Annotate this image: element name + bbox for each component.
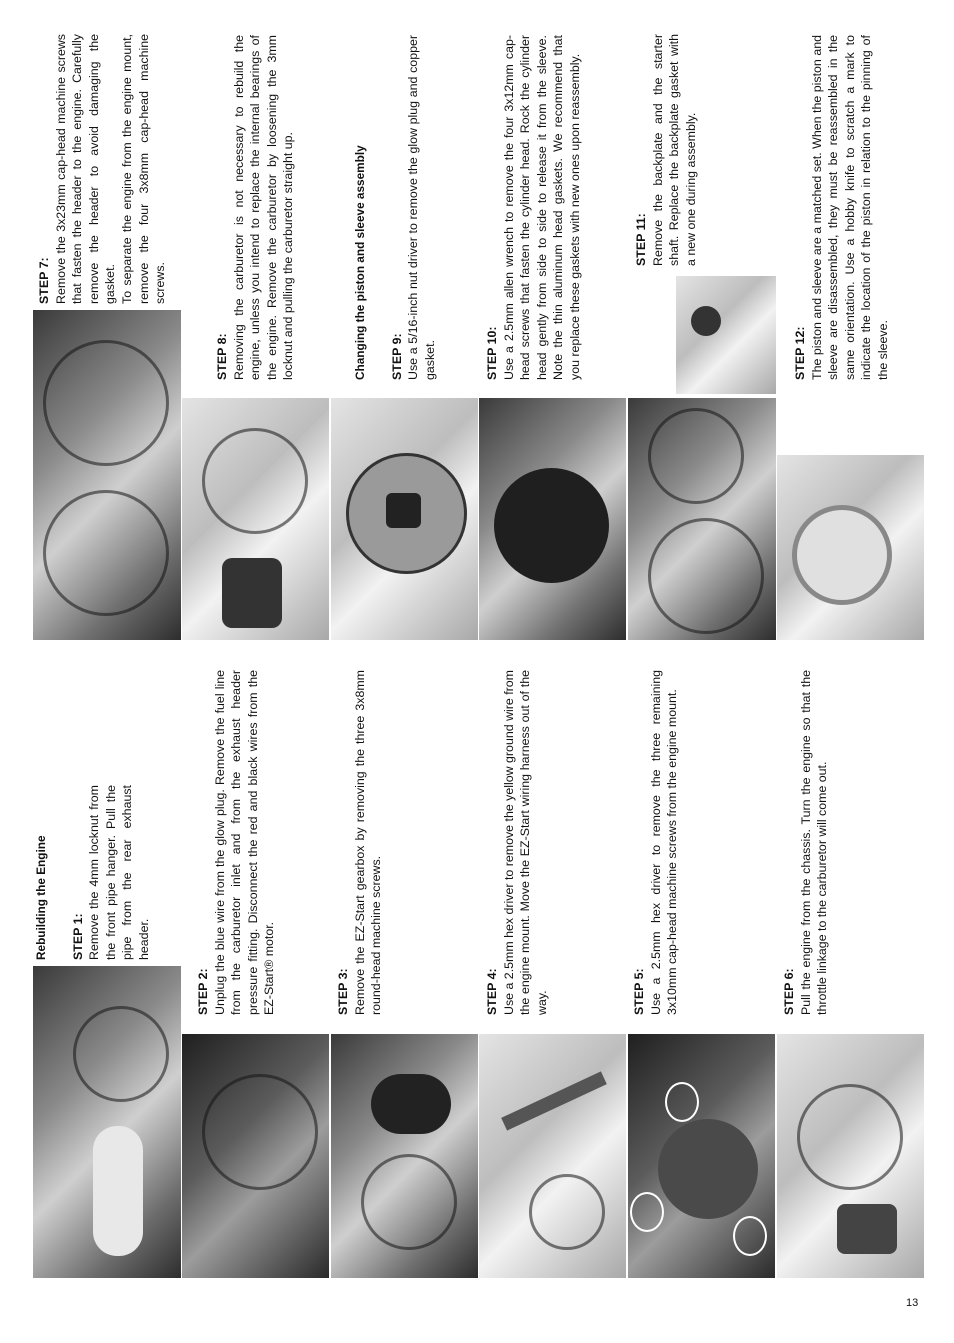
screw-highlight-circle — [665, 1082, 699, 1122]
photo-step-5 — [628, 1034, 775, 1278]
step-11-title: STEP 11: — [634, 213, 648, 266]
section-heading-piston: Changing the piston and sleeve assembly — [353, 145, 367, 380]
column-step-8 — [214, 35, 297, 380]
step-12-text: The piston and sleeve are a matched set. When the piston and sleeve are disassembled, they must be reassembled in the same orientation. Use a hobby knife to scratch a mark to indicate the location of the piston in relation to the pinning of the sleeve. — [809, 35, 890, 380]
photo-step-8 — [182, 398, 329, 640]
step-3-text: Remove the EZ-Start gearbox by removing the three 3x8mm round-head machine screws. — [352, 670, 384, 1015]
column-step-2 — [195, 670, 278, 1015]
step-4-title: STEP 4: — [485, 968, 499, 1015]
photo-step-7 — [33, 310, 181, 640]
step-10-title: STEP 10: — [485, 326, 499, 380]
photo-step-2 — [182, 1034, 329, 1278]
step-12-title: STEP 12: — [793, 326, 807, 380]
photo-step-6 — [777, 1034, 924, 1278]
column-step-5 — [631, 670, 681, 1015]
column-step-7 — [36, 34, 169, 304]
step-11-text: Remove the backplate and the starter shaft. Replace the backplate gasket with a new one during assembly. — [650, 34, 698, 266]
photo-step-1 — [33, 966, 181, 1278]
column-step-4 — [484, 670, 550, 1015]
step-2-text: Unplug the blue wire from the glow plug. Remove the fuel line from the carburetor inlet and from the exhaust header pressure fitting. Disconnect the red and black wires from the EZ-Start® motor. — [212, 670, 277, 1015]
step-7-text-2: To separate the engine from the engine mount, remove the four 3x8mm cap-head machine screws. — [119, 34, 168, 304]
column-step-10 — [484, 35, 584, 380]
page-number: 13 — [906, 1297, 919, 1309]
photo-step-4 — [479, 1034, 626, 1278]
step-3-title: STEP 3: — [336, 968, 350, 1015]
column-step-9 — [352, 35, 438, 380]
photo-step-10 — [479, 398, 626, 640]
screw-highlight-circle — [630, 1192, 664, 1232]
step-5-title: STEP 5: — [632, 968, 646, 1015]
step-7-title: STEP 7: — [37, 257, 51, 304]
step-6-title: STEP 6: — [782, 968, 796, 1015]
step-8-text: Removing the carburetor is not necessary to rebuild the engine, unless you intend to replace the internal bearings of the engine. Remove the carburetor by loosening the 3mm locknut and pulling the carburetor straight up. — [231, 35, 296, 380]
step-1-text: Remove the 4mm locknut from the front pipe hanger. Pull the pipe from the rear exhaust header. — [87, 785, 151, 960]
step-4-text: Use a 2.5mm hex driver to remove the yellow ground wire from the engine mount. Move the EZ-Start wiring harness out of the way. — [501, 669, 549, 1015]
step-2-title: STEP 2: — [196, 968, 210, 1015]
column-step-3 — [335, 670, 385, 1015]
photo-step-12 — [777, 455, 924, 640]
column-step-12 — [792, 35, 892, 380]
photo-step-9 — [331, 398, 478, 640]
screw-highlight-circle — [733, 1216, 767, 1256]
step-10-text: Use a 2.5mm allen wrench to remove the four 3x12mm cap-head screws that fasten the cylinder head. Rock the cylinder head gently from side to side to release it from the sleeve. Note the thin aluminum head gaskets. We recommend that you replace these gaskets with new ones upon reassembly. — [501, 35, 582, 380]
column-step-6 — [781, 670, 831, 1015]
step-9-title: STEP 9: — [389, 333, 404, 380]
photo-step-11 — [628, 398, 776, 640]
section-heading-rebuild: Rebuilding the Engine — [34, 835, 48, 960]
step-7-text: Remove the 3x23mm cap-head machine screws that fasten the header to the engine. Carefully remove the header to avoid damaging the gasket. — [53, 34, 118, 304]
step-8-title: STEP 8: — [215, 333, 229, 380]
step-1-title: STEP 1: — [70, 913, 85, 960]
column-step-11 — [633, 34, 699, 266]
photo-step-11-top — [676, 276, 776, 394]
step-9-text: Use a 5/16-inch nut driver to remove the glow plug and copper gasket. — [406, 35, 437, 380]
column-step-1 — [33, 785, 153, 960]
step-5-text: Use a 2.5mm hex driver to remove the three remaining 3x10mm cap-head machine screws from the engine mount. — [648, 670, 680, 1015]
photo-step-3 — [331, 1034, 478, 1278]
step-6-text: Pull the engine from the chassis. Turn the engine so that the throttle linkage to the carburetor will come out. — [798, 670, 830, 1015]
